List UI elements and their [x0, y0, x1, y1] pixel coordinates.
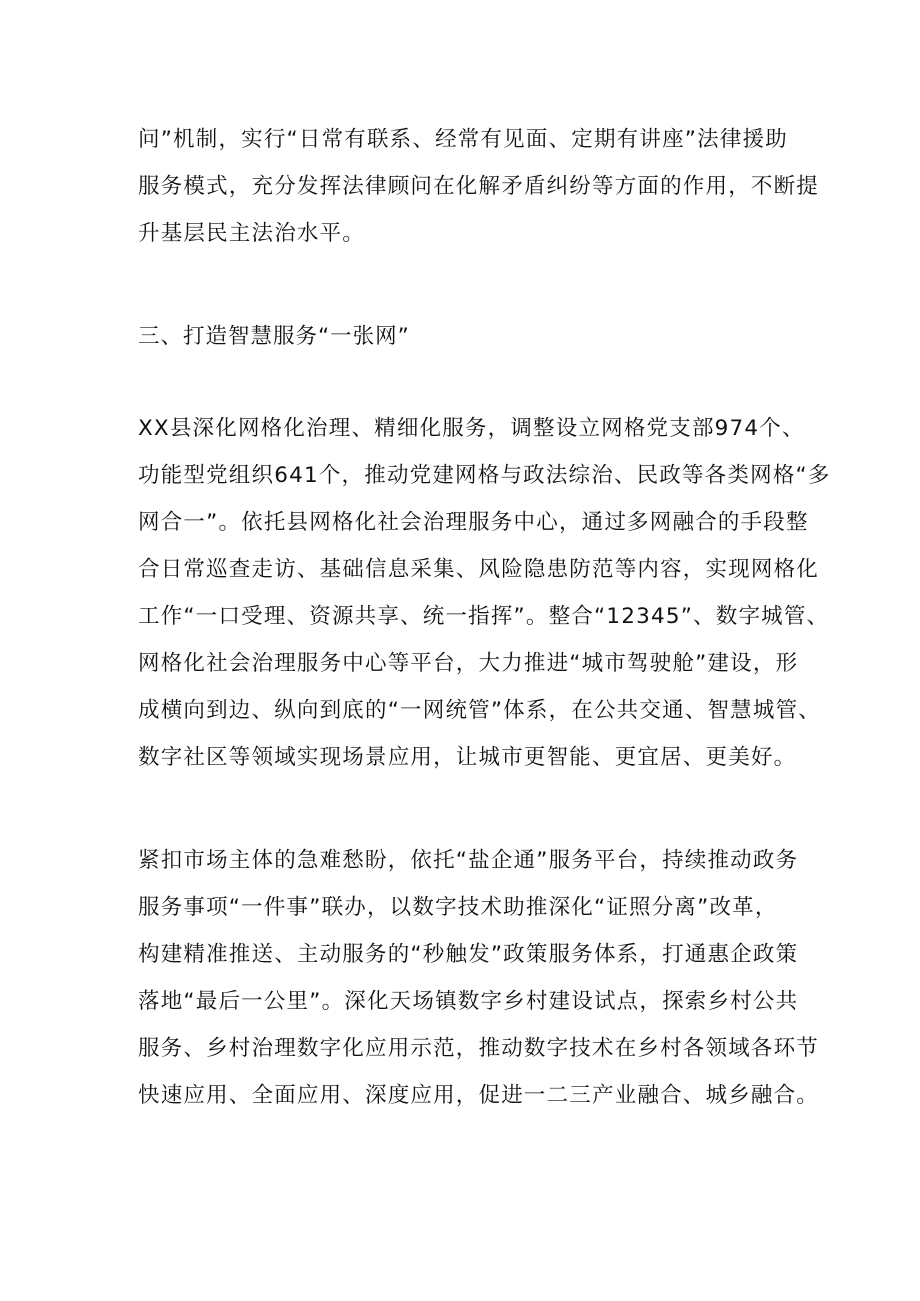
paragraph-2-line-3: 网合一”。依托县网格化社会治理服务中心，通过多网融合的手段整: [138, 510, 809, 535]
paragraph-1-line-3: 升基层民主法治水平。: [138, 221, 366, 246]
paragraph-2-line-1: XX县深化网格化治理、精细化服务，调整设立网格党支部974个、: [138, 416, 805, 441]
paragraph-2-line-7: 成横向到边、纵向到底的“一网统管”体系，在公共交通、智慧城管、: [138, 698, 821, 723]
paragraph-3-line-3: 构建精准推送、主动服务的“秒触发”政策服务体系，打通惠企政策: [138, 942, 799, 967]
paragraph-3-line-1: 紧扣市场主体的急难愁盼，依托“盐企通”服务平台，持续推动政务: [138, 848, 799, 873]
paragraph-3-line-5: 服务、乡村治理数字化应用示范，推动数字技术在乡村各领域各环节: [138, 1036, 820, 1061]
paragraph-2-line-4: 合日常巡查走访、基础信息采集、风险隐患防范等内容，实现网格化: [138, 557, 820, 582]
paragraph-2-line-2: 功能型党组织641个，推动党建网格与政法综治、民政等各类网格“多: [138, 463, 831, 488]
paragraph-2-line-8: 数字社区等领域实现场景应用，让城市更智能、更宜居、更美好。: [138, 745, 797, 770]
section-heading: 三、打造智慧服务“一张网”: [138, 324, 410, 349]
paragraph-2-line-6: 网格化社会治理服务中心等平台，大力推进“城市驾驶舱”建设，形: [138, 651, 799, 676]
paragraph-3-line-6: 快速应用、全面应用、深度应用，促进一二三产业融合、城乡融合。: [138, 1083, 820, 1108]
paragraph-1-line-1: 问”机制，实行“日常有联系、经常有见面、定期有讲座”法律援助: [138, 127, 788, 152]
paragraph-3-line-2: 服务事项“一件事”联办，以数字技术助推深化“证照分离”改革，: [138, 895, 778, 920]
paragraph-3-line-4: 落地“最后一公里”。深化天场镇数字乡村建设试点，探索乡村公共: [138, 989, 799, 1014]
paragraph-1-line-2: 服务模式，充分发挥法律顾问在化解矛盾纠纷等方面的作用，不断提: [138, 174, 820, 199]
paragraph-2-line-5: 工作“一口受理、资源共享、统一指挥”。整合“12345”、数字城管、: [138, 604, 830, 629]
